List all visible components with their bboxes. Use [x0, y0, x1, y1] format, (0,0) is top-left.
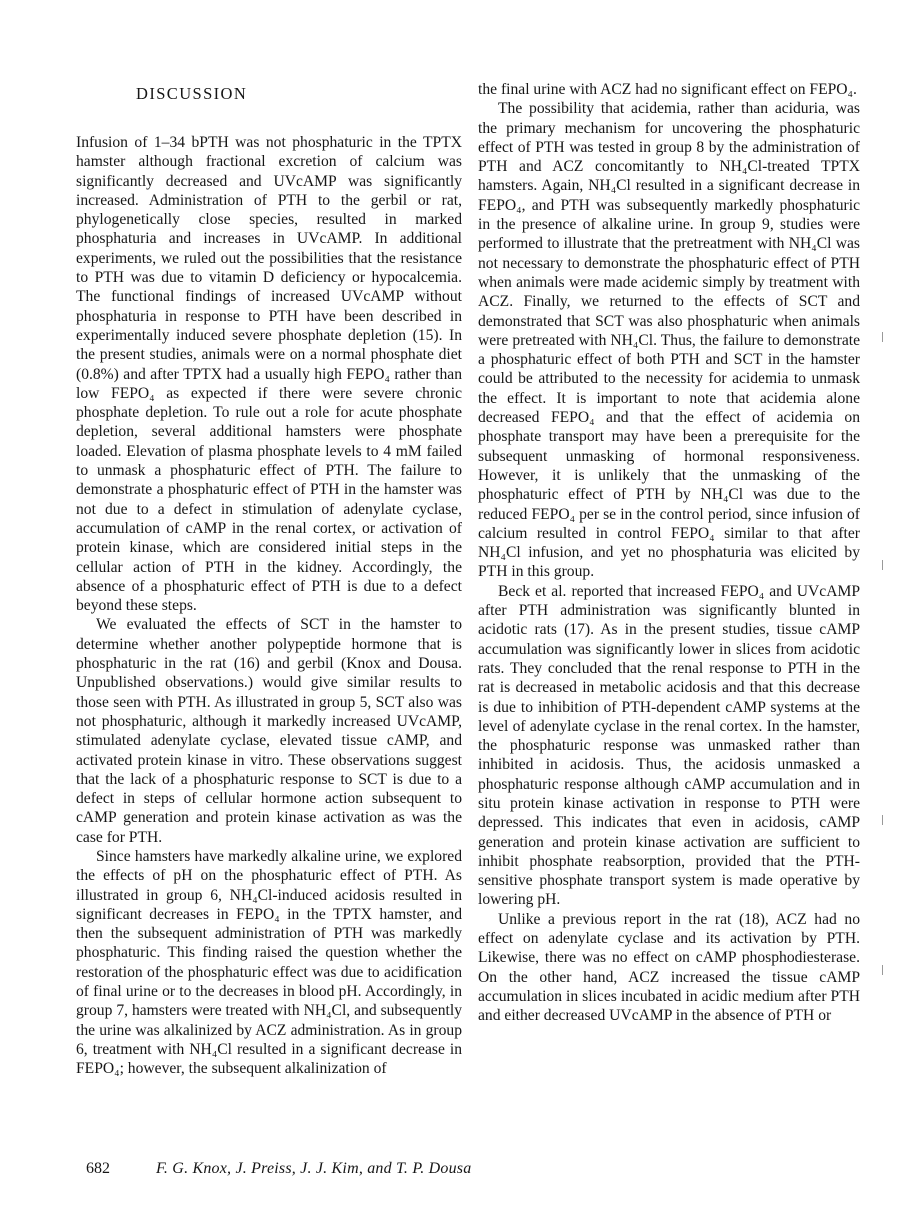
right-paragraph-1: the final urine with ACZ had no significant effect on FEPO₄.: [478, 81, 857, 98]
scan-edge-mark: [882, 965, 883, 975]
right-paragraph-3: Beck et al. reported that increased FEPO₄ and UVcAMP after PTH administration was significantly blunted in acidotic rats (17). As in the present studies, tissue cAMP accumulation was significantly lower in slices from acidotic rats. They concluded that the renal response to PTH in the rat is decreased in metabolic acidosis and that this decrease is due to inhibition of PTH-dependent cAMP systems at the level of adenylate cyclase in the renal cortex. In the hamster, the phosphaturic response was unmasked rather than inhibited in acidosis. Thus, the acidosis unmasked a phosphaturic response although cAMP accumulation and in situ protein kinase activation in response to PTH were depressed. This indicates that even in acidosis, cAMP generation and protein kinase activation are sufficient to inhibit phosphate reabsorption, provided that the PTH-sensitive phosphate transport system is made operative by lowering pH.: [478, 582, 860, 909]
left-column: [76, 84, 462, 1079]
section-heading: DISCUSSION: [136, 84, 248, 103]
left-paragraph-2: We evaluated the effects of SCT in the hamster to determine whether another polypeptide hormone that is phosphaturic in the rat (16) and gerbil (Knox and Dousa. Unpublished observations.) would give similar results to those seen with PTH. As illustrated in group 5, SCT also was not phosphaturic, although it markedly increased UVcAMP, stimulated adenylate cyclase, elevated tissue cAMP, and activated protein kinase in vitro. These observations suggest that the lack of a phosphaturic response to SCT is due to a defect in steps of cellular hormone action subsequent to cAMP generation and protein kinase activation as was the case for PTH.: [76, 616, 462, 846]
page-number: 682: [86, 1160, 110, 1177]
right-paragraph-2: The possibility that acidemia, rather than aciduria, was the primary mechanism for uncovering the phosphaturic effect of PTH was tested in group 8 by the administration of PTH and ACZ concomitantly to NH₄Cl-treated TPTX hamsters. Again, NH₄Cl resulted in a significant decrease in FEPO₄, and PTH was subsequently markedly phosphaturic in the presence of alkaline urine. In group 9, studies were performed to illustrate that the pretreatment with NH₄Cl was not necessary to demonstrate the phosphaturic effect of PTH when animals were made acidemic simply by treatment with ACZ. Finally, we returned to the effects of SCT and demonstrated that SCT was also phosphaturic when animals were pretreated with NH₄Cl. Thus, the failure to demonstrate a phosphaturic effect of both PTH and SCT in the hamster could be attributed to the necessity for acidemia to unmask the effect. It is important to note that acidemia alone decreased FEPO₄ and that the effect of acidemia on phosphate transport may have been a prerequisite for the subsequent unmasking of hormonal responsiveness. However, it is unlikely that the unmasking of the phosphaturic effect of PTH by NH₄Cl was due to the reduced FEPO₄ per se in the control period, since infusion of calcium resulted in control FEPO₄ similar to that after NH₄Cl infusion, and yet no phosphaturia was elicited by PTH in this group.: [478, 100, 860, 581]
running-authors: F. G. Knox, J. Preiss, J. J. Kim, and T. P. Dousa: [156, 1160, 472, 1177]
scan-edge-mark: [882, 332, 883, 342]
scan-edge-mark: [882, 560, 883, 570]
left-paragraph-3: Since hamsters have markedly alkaline urine, we explored the effects of pH on the phosphaturic effect of PTH. As illustrated in group 6, NH₄Cl-induced acidosis resulted in significant decreases in FEPO₄ in the TPTX hamster, and then the subsequent administration of PTH was markedly phosphaturic. This finding raised the question whether the restoration of the phosphaturic effect was due to acidification of final urine or to the decreases in blood pH. Accordingly, in group 7, hamsters were treated with NH₄Cl, and subsequently the urine was alkalinized by ACZ administration. As in group 6, treatment with NH₄Cl resulted in a significant decrease in FEPO₄; however, the subsequent alkalinization of: [76, 847, 462, 1078]
right-column: [478, 80, 860, 1026]
right-paragraph-4: Unlike a previous report in the rat (18), ACZ had no effect on adenylate cyclase and its activation by PTH. Likewise, there was no effect on cAMP phosphodiesterase. On the other hand, ACZ increased the tissue cAMP accumulation in slices incubated in acidic medium after PTH and either decreased UVcAMP in the absence of PTH or: [478, 910, 860, 1025]
left-paragraph-1: Infusion of 1–34 bPTH was not phosphaturic in the TPTX hamster although fractional excretion of calcium was significantly decreased and UVcAMP was significantly increased. Administration of PTH to the gerbil or rat, phylogenetically close species, resulted in marked phosphaturia and increases in UVcAMP. In additional experiments, we ruled out the possibilities that the resistance to PTH was due to vitamin D deficiency or hypocalcemia. The functional findings of increased UVcAMP without phosphaturia in response to PTH have been described in experimentally induced severe phosphate depletion (15). In the present studies, animals were on a normal phosphate diet (0.8%) and after TPTX had a usually high FEPO₄ rather than low FEPO₄ as expected if there were severe chronic phosphate depletion. To rule out a role for acute phosphate depletion, several additional hamsters were phosphate loaded. Elevation of plasma phosphate levels to 4 mM failed to unmask a phosphaturic effect of PTH. The failure to demonstrate a phosphaturic effect of PTH in the hamster was not due to a defect in stimulation of adenylate cyclase, accumulation of cAMP in the renal cortex, or activation of protein kinase, which are considered initial steps in the cellular action of PTH in the kidney. Accordingly, the absence of a phosphaturic effect of PTH is due to a defect beyond these steps.: [76, 134, 462, 615]
scan-edge-mark: [882, 815, 883, 825]
